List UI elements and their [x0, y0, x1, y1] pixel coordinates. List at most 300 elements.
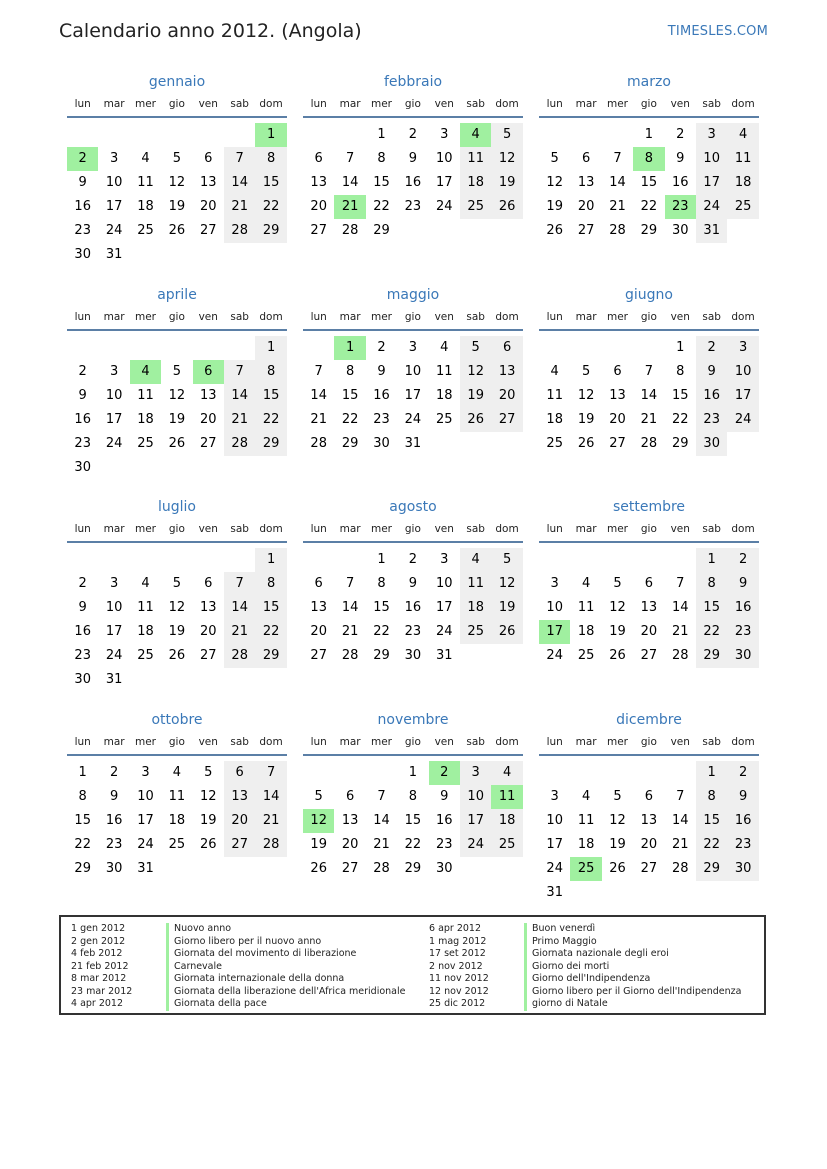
day-cell: 11 [137, 175, 154, 190]
day-cell: 7 [224, 360, 255, 384]
day-cell: 19 [310, 837, 327, 852]
day-cell: 14 [224, 384, 255, 408]
day-cell: 5 [172, 576, 182, 591]
day-cell: 9 [377, 364, 386, 379]
weekday-label: ven [434, 311, 454, 323]
day-cell: 15 [341, 388, 359, 403]
day-cell: 22 [696, 833, 727, 857]
legend-column-left [71, 923, 406, 1011]
weekday-label: gio [640, 311, 657, 323]
weekday-label: dom [495, 523, 519, 535]
weekday-label: mar [575, 311, 597, 323]
day-cell: 10 [105, 175, 123, 190]
day-cell: 13 [491, 360, 522, 384]
day-cell: 6 [644, 789, 654, 804]
day-cell: 28 [672, 861, 689, 876]
day-cell: 22 [341, 412, 359, 427]
legend-row [71, 998, 406, 1011]
day-cell: 28 [609, 223, 626, 238]
weekday-label: mer [134, 523, 156, 535]
weekday-label: gio [168, 311, 185, 323]
day-cell: 27 [577, 223, 595, 238]
day-cell: 25 [436, 412, 453, 427]
holiday-day-cell: 25 [570, 857, 601, 881]
holiday-day-cell: 17 [539, 620, 570, 644]
day-cell: 5 [460, 336, 491, 360]
day-cell: 21 [224, 195, 255, 219]
day-cell: 4 [141, 576, 150, 591]
day-cell: 17 [727, 384, 758, 408]
day-cell: 1 [696, 761, 727, 785]
weekday-label: gio [640, 98, 657, 110]
day-cell: 3 [696, 123, 727, 147]
legend-holiday-name: Giorno dell'Indipendenza [524, 973, 650, 986]
day-cell: 25 [137, 223, 154, 238]
day-cell: 20 [640, 624, 658, 639]
month-name: dicembre [616, 712, 682, 728]
day-cell: 12 [168, 175, 186, 190]
weekday-label: dom [495, 736, 519, 748]
legend-holiday-name: Nuovo anno [166, 923, 231, 936]
legend-column-right [429, 923, 741, 1011]
weekday-label: ven [198, 523, 218, 535]
legend-row [71, 973, 406, 986]
day-cell: 5 [613, 789, 622, 804]
day-cell: 10 [436, 576, 453, 591]
month-name: ottobre [151, 712, 203, 728]
day-cell: 6 [204, 576, 213, 591]
day-cell: 8 [255, 572, 286, 596]
day-cell: 3 [141, 765, 150, 780]
weekday-header [303, 93, 523, 115]
legend-date: 4 feb 2012 [71, 948, 123, 959]
month-name: maggio [386, 287, 440, 303]
day-cell: 28 [224, 432, 255, 456]
legend-holiday-name: Primo Maggio [524, 936, 597, 949]
day-cell: 11 [460, 572, 491, 596]
legend-row [71, 948, 406, 961]
day-grid [539, 756, 759, 900]
day-cell: 21 [640, 412, 658, 427]
day-cell: 18 [727, 171, 758, 195]
weekday-label: gio [640, 736, 657, 748]
day-cell: 20 [341, 837, 359, 852]
site-name[interactable]: TIMESLES.COM [667, 24, 768, 39]
holiday-day-cell: 2 [67, 147, 98, 171]
day-cell: 3 [109, 151, 119, 166]
weekday-label: dom [731, 736, 755, 748]
weekday-label: ven [434, 736, 454, 748]
weekday-header [539, 518, 759, 540]
day-cell: 10 [105, 388, 123, 403]
day-cell: 5 [550, 151, 559, 166]
month-name: febbraio [383, 74, 443, 90]
day-cell: 27 [310, 648, 327, 663]
day-cell: 14 [310, 388, 327, 403]
day-cell: 5 [204, 765, 213, 780]
day-cell: 20 [609, 412, 626, 427]
day-cell: 11 [727, 147, 758, 171]
day-cell: 26 [168, 648, 186, 663]
day-cell: 6 [345, 789, 355, 804]
weekday-label: gio [168, 523, 185, 535]
weekday-header [539, 731, 759, 753]
day-cell: 2 [727, 548, 758, 572]
day-cell: 17 [105, 199, 123, 214]
day-cell: 9 [78, 388, 87, 403]
legend-holiday-name: Buon venerdì [524, 923, 595, 936]
day-cell: 19 [491, 596, 522, 620]
day-cell: 29 [255, 432, 286, 456]
day-cell: 3 [727, 336, 758, 360]
day-cell: 26 [168, 436, 186, 451]
day-cell: 26 [491, 195, 522, 219]
day-cell: 16 [727, 809, 758, 833]
weekday-label: mer [134, 311, 156, 323]
day-cell: 21 [341, 624, 359, 639]
weekday-label: mar [103, 736, 125, 748]
day-cell: 17 [404, 388, 422, 403]
day-cell: 29 [373, 223, 390, 238]
day-cell: 13 [310, 600, 327, 615]
weekday-label: dom [259, 311, 283, 323]
day-cell: 11 [137, 600, 154, 615]
weekday-header [303, 731, 523, 753]
day-cell: 2 [109, 765, 119, 780]
day-cell: 18 [137, 412, 154, 427]
day-cell: 10 [105, 600, 123, 615]
legend-row [71, 923, 406, 936]
day-cell: 10 [727, 360, 758, 384]
legend-date: 21 feb 2012 [71, 960, 129, 972]
day-cell: 28 [640, 436, 658, 451]
page-title: Calendario anno 2012. (Angola) [59, 20, 362, 42]
day-cell: 31 [546, 885, 563, 900]
day-cell: 21 [672, 624, 689, 639]
weekday-label: mer [134, 98, 156, 110]
day-cell: 23 [74, 223, 91, 238]
weekday-label: lun [546, 311, 563, 323]
day-cell: 1 [696, 548, 727, 572]
day-cell: 7 [255, 761, 286, 785]
day-cell: 18 [577, 624, 595, 639]
day-cell: 30 [672, 223, 689, 238]
day-cell: 9 [727, 785, 758, 809]
day-cell: 7 [314, 364, 323, 379]
holiday-day-cell: 12 [303, 809, 334, 833]
day-cell: 14 [672, 813, 689, 828]
weekday-label: mar [575, 736, 597, 748]
weekday-header [67, 306, 287, 328]
day-cell: 3 [109, 364, 119, 379]
day-cell: 6 [204, 151, 213, 166]
day-cell: 15 [696, 596, 727, 620]
day-cell: 1 [644, 127, 654, 142]
day-cell: 24 [436, 199, 453, 214]
day-cell: 16 [727, 596, 758, 620]
day-cell: 15 [74, 813, 91, 828]
day-cell: 17 [436, 600, 453, 615]
weekday-label: gio [404, 311, 421, 323]
month-name: novembre [377, 712, 449, 728]
day-cell: 27 [200, 648, 217, 663]
day-cell: 9 [727, 572, 758, 596]
day-cell: 28 [310, 436, 327, 451]
day-cell: 24 [404, 412, 422, 427]
day-cell: 19 [491, 171, 522, 195]
day-cell: 11 [436, 364, 453, 379]
day-cell: 28 [255, 833, 286, 857]
weekday-label: sab [702, 98, 721, 110]
day-cell: 10 [404, 364, 422, 379]
day-cell: 31 [436, 648, 453, 663]
month-name: gennaio [148, 74, 206, 90]
day-cell: 22 [373, 624, 390, 639]
day-cell: 7 [224, 147, 255, 171]
legend-date: 11 nov 2012 [429, 973, 489, 984]
day-cell: 26 [310, 861, 327, 876]
day-cell: 12 [491, 147, 522, 171]
day-cell: 19 [168, 412, 186, 427]
day-cell: 1 [255, 548, 286, 572]
day-cell: 12 [200, 789, 217, 804]
day-cell: 10 [460, 785, 491, 809]
weekday-label: gio [404, 523, 421, 535]
day-cell: 11 [137, 388, 154, 403]
day-cell: 26 [460, 408, 491, 432]
weekday-label: mar [575, 523, 597, 535]
day-cell: 8 [255, 360, 286, 384]
day-cell: 12 [546, 175, 563, 190]
day-cell: 16 [436, 813, 453, 828]
day-cell: 16 [404, 175, 422, 190]
day-cell: 3 [408, 340, 418, 355]
legend-holiday-name: Giorno libero per il nuovo anno [166, 936, 321, 949]
day-cell: 12 [491, 572, 522, 596]
day-cell: 18 [460, 171, 491, 195]
day-cell: 27 [200, 223, 217, 238]
day-cell: 21 [224, 408, 255, 432]
day-cell: 5 [172, 364, 182, 379]
day-cell: 10 [137, 789, 154, 804]
day-cell: 29 [672, 436, 689, 451]
weekday-label: mer [370, 98, 392, 110]
day-cell: 4 [460, 548, 491, 572]
weekday-label: dom [731, 98, 755, 110]
day-cell: 21 [255, 809, 286, 833]
day-cell: 27 [640, 648, 658, 663]
day-cell: 9 [109, 789, 119, 804]
day-cell: 19 [168, 624, 186, 639]
day-cell: 26 [200, 837, 217, 852]
holiday-day-cell: 1 [255, 123, 286, 147]
weekday-label: dom [259, 523, 283, 535]
day-cell: 10 [546, 600, 563, 615]
day-cell: 28 [341, 223, 359, 238]
day-cell: 23 [727, 833, 758, 857]
legend-holiday-name: Giorno libero per il Giorno dell'Indipendenza [524, 986, 741, 999]
weekday-label: lun [546, 523, 563, 535]
legend-date: 17 set 2012 [429, 948, 486, 959]
day-cell: 31 [404, 436, 422, 451]
weekday-label: dom [495, 311, 519, 323]
legend-date: 6 apr 2012 [429, 923, 482, 934]
day-cell: 23 [727, 620, 758, 644]
day-cell: 3 [109, 576, 119, 591]
day-cell: 15 [373, 600, 390, 615]
day-cell: 23 [696, 408, 727, 432]
day-cell: 23 [404, 199, 422, 214]
day-cell: 25 [460, 195, 491, 219]
day-cell: 20 [310, 199, 327, 214]
day-cell: 30 [74, 247, 91, 262]
day-cell: 15 [672, 388, 689, 403]
day-cell: 30 [105, 861, 123, 876]
weekday-label: gio [404, 736, 421, 748]
day-cell: 21 [609, 199, 626, 214]
weekday-label: sab [702, 736, 721, 748]
day-cell: 3 [440, 127, 449, 142]
month-name: giugno [625, 287, 673, 303]
legend-holiday-name: Giornata della liberazione dell'Africa meridionale [166, 986, 406, 999]
day-cell: 18 [436, 388, 453, 403]
legend-holiday-name: Giornata della pace [166, 998, 267, 1011]
day-cell: 23 [74, 648, 91, 663]
day-cell: 14 [373, 813, 390, 828]
day-cell: 25 [137, 648, 154, 663]
day-cell: 24 [546, 648, 563, 663]
day-cell: 21 [672, 837, 689, 852]
day-cell: 2 [78, 576, 87, 591]
day-cell: 29 [341, 436, 359, 451]
day-cell: 6 [224, 761, 255, 785]
day-cell: 4 [172, 765, 182, 780]
day-cell: 25 [727, 195, 758, 219]
day-cell: 24 [436, 624, 453, 639]
day-cell: 31 [696, 219, 727, 243]
day-cell: 13 [224, 785, 255, 809]
day-cell: 17 [137, 813, 154, 828]
legend-row [429, 986, 741, 999]
day-cell: 4 [727, 123, 758, 147]
day-cell: 3 [440, 552, 449, 567]
weekday-label: gio [168, 98, 185, 110]
legend-holiday-name: Giornata internazionale della donna [166, 973, 344, 986]
day-cell: 9 [78, 600, 87, 615]
weekday-label: ven [198, 98, 218, 110]
day-cell: 4 [581, 789, 591, 804]
day-cell: 3 [550, 576, 559, 591]
weekday-label: lun [546, 98, 563, 110]
day-cell: 28 [373, 861, 390, 876]
day-cell: 21 [224, 620, 255, 644]
day-cell: 1 [408, 765, 418, 780]
day-cell: 9 [78, 175, 87, 190]
day-cell: 2 [408, 127, 418, 142]
day-cell: 13 [341, 813, 359, 828]
day-cell: 28 [224, 219, 255, 243]
weekday-label: lun [74, 311, 91, 323]
day-cell: 2 [696, 336, 727, 360]
day-cell: 12 [577, 388, 595, 403]
weekday-label: sab [230, 736, 249, 748]
day-cell: 8 [78, 789, 87, 804]
day-cell: 8 [345, 364, 355, 379]
day-cell: 5 [314, 789, 323, 804]
day-cell: 7 [676, 789, 685, 804]
day-cell: 29 [373, 648, 390, 663]
day-cell: 9 [440, 789, 449, 804]
day-cell: 27 [224, 833, 255, 857]
month-name: luglio [158, 499, 196, 515]
weekday-label: lun [74, 523, 91, 535]
day-cell: 16 [672, 175, 689, 190]
day-cell: 30 [74, 460, 91, 475]
day-cell: 25 [137, 436, 154, 451]
weekday-label: mar [339, 98, 361, 110]
weekday-header [67, 731, 287, 753]
day-cell: 23 [404, 624, 422, 639]
weekday-label: lun [310, 523, 327, 535]
legend-date: 25 dic 2012 [429, 998, 486, 1009]
weekday-label: gio [168, 736, 185, 748]
month-name: marzo [627, 74, 671, 90]
day-cell: 14 [640, 388, 658, 403]
day-cell: 8 [676, 364, 685, 379]
day-cell: 16 [74, 412, 91, 427]
day-cell: 12 [609, 600, 626, 615]
weekday-label: sab [466, 523, 485, 535]
day-cell: 19 [577, 412, 595, 427]
holiday-day-cell: 21 [334, 195, 365, 219]
day-cell: 1 [78, 765, 87, 780]
day-cell: 16 [74, 199, 91, 214]
weekday-label: mer [606, 736, 628, 748]
day-cell: 18 [137, 199, 154, 214]
day-cell: 24 [727, 408, 758, 432]
day-cell: 29 [74, 861, 91, 876]
legend-date: 2 nov 2012 [429, 960, 483, 972]
weekday-label: lun [310, 736, 327, 748]
day-cell: 27 [640, 861, 658, 876]
day-cell: 13 [310, 175, 327, 190]
weekday-header [303, 306, 523, 328]
holiday-legend [59, 915, 766, 1015]
weekday-label: ven [670, 736, 690, 748]
day-cell: 19 [546, 199, 563, 214]
weekday-label: sab [230, 311, 249, 323]
day-cell: 7 [345, 576, 355, 591]
legend-row [71, 986, 406, 999]
day-cell: 3 [460, 761, 491, 785]
legend-holiday-name: Giornata nazionale degli eroi [524, 948, 669, 961]
month-novembre [303, 638, 523, 900]
weekday-header [67, 518, 287, 540]
day-cell: 22 [255, 408, 286, 432]
day-cell: 2 [408, 552, 418, 567]
weekday-header [303, 518, 523, 540]
month-dicembre [539, 638, 759, 900]
day-cell: 21 [310, 412, 327, 427]
day-cell: 1 [377, 552, 386, 567]
day-cell: 26 [609, 861, 626, 876]
day-cell: 15 [255, 384, 286, 408]
day-cell: 7 [644, 364, 654, 379]
day-cell: 22 [640, 199, 658, 214]
day-cell: 21 [373, 837, 390, 852]
day-cell: 30 [696, 432, 727, 456]
day-cell: 6 [314, 576, 323, 591]
